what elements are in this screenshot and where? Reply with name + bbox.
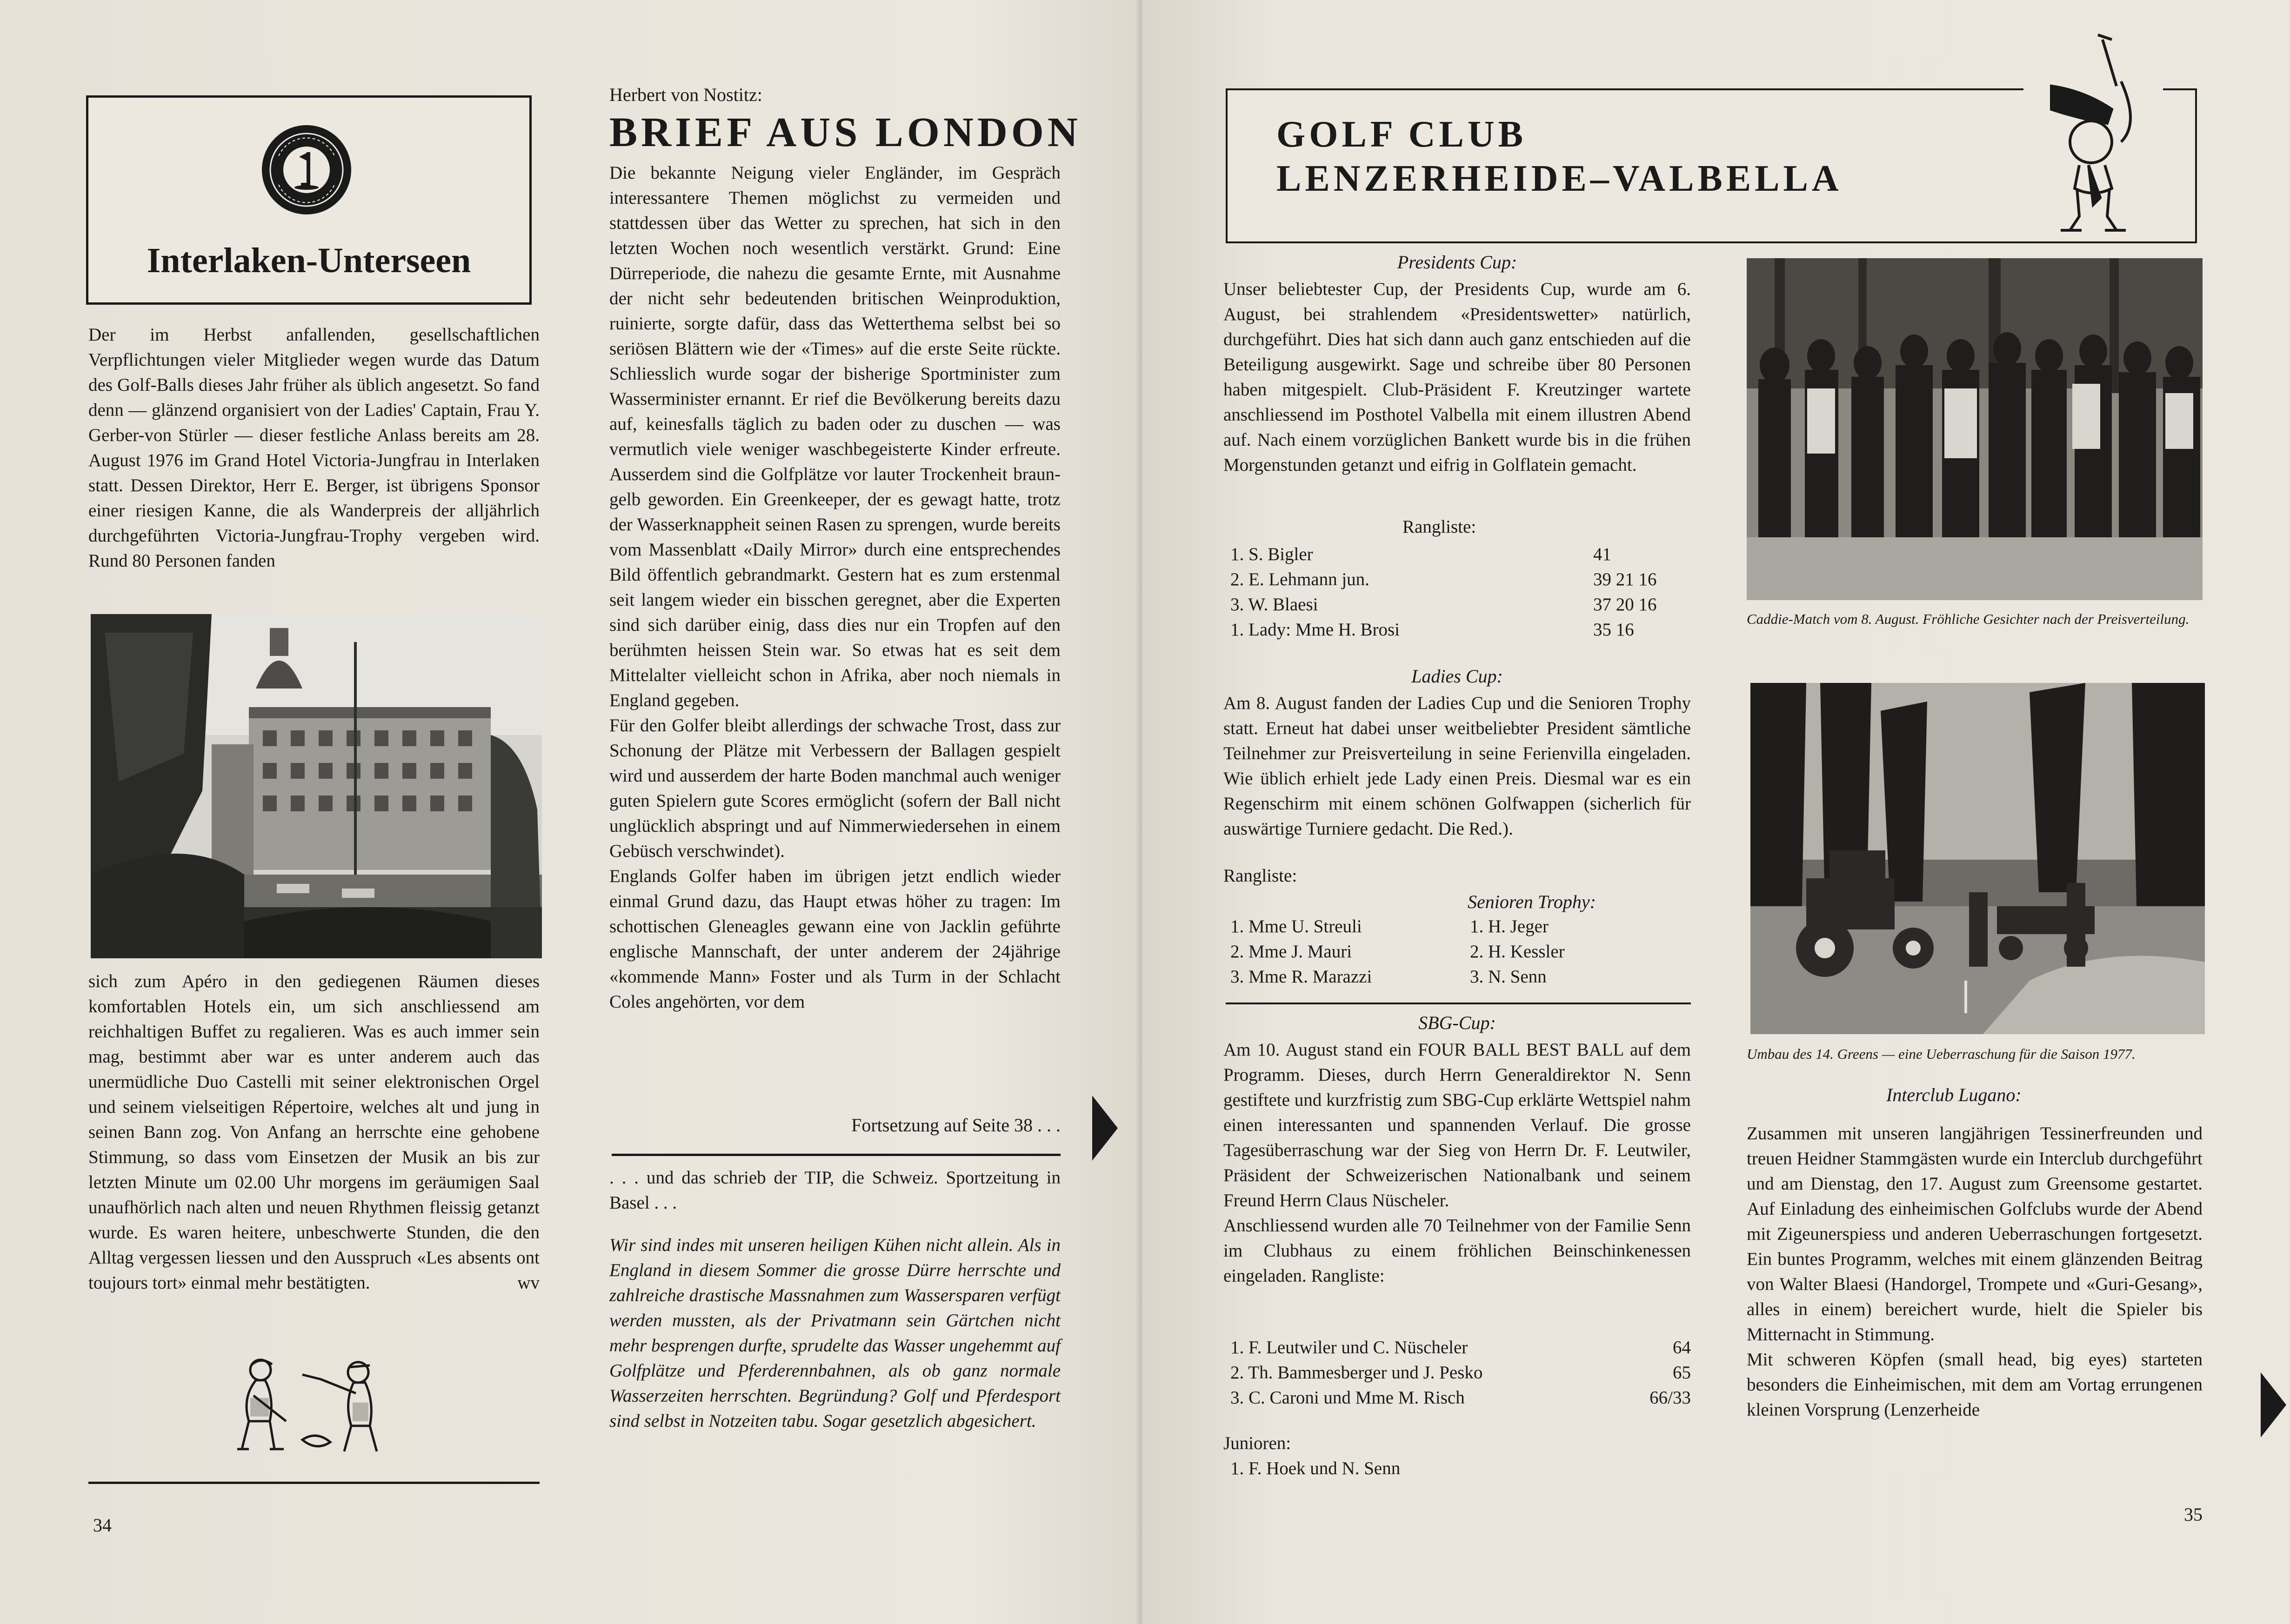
golfer-caricature — [2023, 30, 2163, 244]
green-construction-photo — [1750, 683, 2205, 1034]
ranking-score: 64 — [1673, 1337, 1691, 1357]
ladies-rank: 2. Mme J. Mauri — [1230, 942, 1352, 962]
interclub-heading: Interclub Lugano: — [1886, 1084, 2022, 1105]
ranking-row — [1230, 1385, 1691, 1410]
senioren-rank: 2. H. Kessler — [1470, 942, 1565, 962]
presidents-ranking-label: Rangliste: — [1402, 517, 1476, 537]
caddie-match-photo — [1747, 258, 2203, 600]
left-page — [0, 0, 1142, 1624]
hotel-victoria-photo — [91, 614, 542, 958]
interclub-paragraph-2: Mit schweren Köpfen (small head, big eyes) starteten besonders die Einheimischen, mit dem am Vortag errungenen kleinen Vorsprung (Lenzerheide — [1747, 1350, 2203, 1420]
ranking-name: 2. E. Lehmann jun. — [1230, 569, 1369, 589]
junioren-result: 1. F. Hoek und N. Senn — [1230, 1458, 1401, 1478]
ladies-cup-heading: Ladies Cup: — [1411, 666, 1503, 687]
caddie-match-caption: Caddie-Match vom 8. August. Fröhliche Gesichter nach der Preisverteilung. — [1747, 611, 2190, 627]
page-number-left: 34 — [93, 1515, 112, 1536]
ladies-ranking-list — [1230, 914, 1372, 989]
sbg-ranking-list — [1230, 1335, 1691, 1410]
ladies-ranking-label: Rangliste: — [1223, 866, 1297, 886]
ranking-row — [1230, 592, 1672, 617]
presidents-ranking-list — [1230, 542, 1672, 642]
sbg-cup-paragraph-1: Am 10. August stand ein FOUR BALL BEST BALL auf dem Programm. Dieses, durch Herrn Generaldirektor N. Senn gestiftete und kurzfristig zum SBG-Cup erklärte Wettspiel nahm einen interessanten und spannenden Verlauf. Die grosse Tagesüberraschung war der Sieg von Herrn Dr. F. Leutwiler, Präsident der Schweizerischen Nationalbank und seinem Freund Herrn Claus Nüscheler. — [1223, 1040, 1691, 1210]
sbg-cup-paragraph-2: Anschliessend wurden alle 70 Teilnehmer von der Familie Senn im Clubhaus zu einem fröhlichen Beinschinkenessen eingeladen. Rangliste: — [1223, 1216, 1691, 1286]
ranking-row — [1230, 1360, 1691, 1385]
ladies-rank: 1. Mme U. Streuli — [1230, 916, 1362, 936]
ranking-name: 3. C. Caroni und Mme M. Risch — [1230, 1388, 1465, 1408]
ladies-rank: 3. Mme R. Marazzi — [1230, 967, 1372, 987]
ranking-score: 65 — [1673, 1363, 1691, 1383]
interlaken-text-part2-body: sich zum Apéro in den gediegenen Räumen dieses komfortablen Hotels ein, um sich anschliessend am reichhaltigen Buffet zu regalieren. Was es auch immer sein mag, bestimmt aber war es unter anderem auch das unermüdliche Duo Castelli mit seiner elektronischen Orgel und seinem vielseitigen Répertoire, welches alt und jung in seinen Bann zog. Von Anfang an herrschte eine gehobene Stimmung, so dass vom Einsetzen der Musik an bis zur letzten Minute um 02.00 Uhr morgens im geräumigen Saal unaufhörlich nach alten und neuen Rhythmen fleissig getanzt wurde. Es waren heitere, unbeschwerte Stunden, die den Alltag vergessen liessen und den Ausspruch «Les absents ont toujours tort» einmal mehr bestätigten. — [88, 971, 540, 1293]
continuation-note: Fortsetzung auf Seite 38 . . . — [851, 1115, 1061, 1136]
club-title: Interlaken-Unterseen — [147, 241, 471, 280]
senioren-heading: Senioren Trophy: — [1468, 891, 1596, 912]
tip-quote: Wir sind indes mit unseren heiligen Kühen nicht allein. Als in England in diesem Sommer die grosse Dürre herrschte und zahlreiche drastische Massnahmen zum Wassersparen verfügt werden mussten, als der Privatmann sein Gärtchen nicht mehr besprengen durfte, sprudelte das Wasser ungehemmt auf Golfplätze und Pferderennbahnen, als ob ganz normale Wasserzeiten herrschten. Begründung? Golf und Pferdesport sind selbst in Notzeiten tabu. Sogar gesetzlich abgesichert. — [609, 1235, 1061, 1431]
interclub-text — [1747, 1121, 2203, 1423]
continue-arrow-icon — [2261, 1372, 2286, 1437]
interclub-paragraph-1: Zusammen mit unseren langjährigen Tessinerfreunden und treuen Heidner Stammgästen wurde ein Interclub durchgeführt und am Dienstag, den 17. August zum Greensome gestartet. Auf Einladung des einheimischen Golfclubs wurde der Abend mit Zigeunerspiess und anderen Ueberraschungen fortgesetzt. Ein buntes Programm, welches mit einem glänzenden Beitrag von Walter Blaesi (Handorgel, Trompete und «Guri-Gesang», alles in einem) bereichert wurde, hielt die Spieler bis Mitternacht in Stimmung. — [1747, 1123, 2203, 1344]
interlaken-heading-box — [86, 95, 532, 305]
tip-intro: . . . und das schrieb der TIP, die Schweiz. Sportzeitung in Basel . . . — [609, 1168, 1061, 1213]
senioren-ranking-list — [1470, 914, 1565, 989]
presidents-cup-text: Unser beliebtester Cup, der Presidents Cup, wurde am 6. August, bei strahlendem «Presidentswetter» natürlich, durchgeführt. Dies hat sich dann auch ganz entschieden auf die Beteiligung ausgewirkt. Sage und schreibe über 80 Personen haben mitgespielt. Club-Präsident F. Kreutzinger wartete anschliessend im Posthotel Valbella mit einem illustren Abend auf. Nach einem vorzüglichen Bankett wurde bis in die frühen Morgenstunden getanzt und eifrig in Golflatein gemacht. — [1223, 279, 1691, 475]
ranking-score: 66/33 — [1649, 1388, 1691, 1408]
ranking-row — [1230, 617, 1672, 642]
sbg-cup-heading: SBG-Cup: — [1418, 1012, 1496, 1033]
article-paragraph-2: Für den Golfer bleibt allerdings der schwache Trost, dass zur Schonung der Plätze mit Verbessern der Ballagen gespielt wird und ausserdem der harte Boden manchmal auch weniger guten Spielern gute Scores ermöglicht (sofern der Ball nicht unglücklich abspringt und auf Nimmerwiedersehen in einem Gebüsch verschwindet). — [609, 715, 1061, 861]
green-construction-caption: Umbau des 14. Greens — eine Ueberraschung für die Saison 1977. — [1747, 1046, 2136, 1062]
ranking-row — [1230, 567, 1672, 592]
ranking-name: 1. S. Bigler — [1230, 544, 1313, 564]
article-paragraph-3: Englands Golfer haben im übrigen jetzt endlich wieder einmal Grund dazu, das Haupt etwas höher zu tragen: Im schottischen Gleneagles gewann eine von Jacklin geführte englische Mannschaft, der unter anderem der 24jährige «kommende Mann» Foster und als Turm in der Schlacht Coles angehörten, vor dem — [609, 866, 1061, 1012]
ranking-score: 35 16 — [1593, 620, 1634, 640]
golfer-cartoon — [205, 1351, 447, 1458]
ranking-row — [1230, 542, 1672, 567]
ranking-row — [1230, 1335, 1691, 1360]
column1-bottom-rule — [88, 1482, 540, 1484]
senioren-rank: 1. H. Jeger — [1470, 916, 1549, 936]
ladies-divider — [1226, 1002, 1691, 1004]
continue-arrow-icon — [1092, 1096, 1118, 1161]
author-signature: wv — [517, 1273, 540, 1293]
sbg-cup-text — [1223, 1037, 1691, 1289]
ranking-score: 41 — [1593, 544, 1611, 564]
ranking-name: 1. F. Leutwiler und C. Nüscheler — [1230, 1337, 1468, 1357]
interlaken-text-part1: Der im Herbst anfallenden, gesellschaftlichen Verpflichtungen vieler Mitglieder wegen wurde das Datum des Golf-Balls dieses Jahr früher als üblich angesetzt. So fand denn — glänzend organisiert von der Ladies' Captain, Frau Y. Gerber-von Stürler — dieser festliche Anlass bereits am 28. August 1976 im Grand Hotel Victoria-Jungfrau in Interlaken statt. Dessen Direktor, Herr E. Berger, ist übrigens Sponsor einer riesigen Kanne, die als Wanderpreis der alljährlich durchgeführten Victoria-Jungfrau-Trophy vergeben wird. Rund 80 Personen fanden — [88, 325, 540, 571]
article-author: Herbert von Nostitz: — [609, 84, 762, 105]
senioren-rank: 3. N. Senn — [1470, 967, 1547, 987]
page-number-right: 35 — [2184, 1504, 2203, 1525]
ladies-cup-text: Am 8. August fanden der Ladies Cup und die Senioren Trophy statt. Erneut hat dabei unser weitbeliebter President sämtliche Teilnehmer zur Preisverteilung in seine Ferienvilla eingeladen. Wie üblich erhielt jede Lady einen Preis. Diesmal war es ein Regenschirm mit einem schönen Golfwappen (sicherlich für auswärtige Turniere gedacht. Die Red.). — [1223, 693, 1691, 839]
article-paragraph-1: Die bekannte Neigung vieler Engländer, im Gespräch interessantere Themen möglichst zu vermeiden und stattdessen über das Wetter zu sprechen, hat sich in den letzten Wochen noch wesentlich verstärkt. Grund: Eine Dürreperiode, die nahezu die gesamte Ernte, mit Ausnahme der nicht sehr bedeutenden britischen Weinproduktion, ruinierte, sorgte dafür, dass das Wetterthema selbst bei so seriösen Blättern wie der «Times» auf die erste Seite rückte. Schliesslich wurde sogar der bisherige Sportminister zum Wasserminister ernannt. Er rief die Bevölkerung bereits dazu auf, keinesfalls täglich zu baden oder zu duschen — was vermutlich viele weniger waschbegeisterte Kinder erfreute. Ausserdem sind die Golfplätze vor lauter Trockenheit braun-gelb geworden. Ein Greenkeeper, der es gewagt hatte, trotz der Wasserknappheit seinen Rasen zu sprengen, wurde bereits vom Massenblatt «Daily Mirror» durch eine entsprechendes Bild öffentlich gebrandmarkt. Gestern hat es zum erstenmal seit langem wieder ein bisschen geregnet, aber die Experten sind sich darüber einig, dass dies nur ein Tropfen auf den berühmten heissen Stein war. So etwas hat es seit dem Mittelalter vielleicht schon in Afrika, aber noch niemals in England gegeben. — [609, 163, 1061, 710]
right-page — [1142, 0, 2290, 1624]
ranking-score: 37 20 16 — [1593, 595, 1657, 615]
article-body — [609, 160, 1061, 1015]
ranking-name: 1. Lady: Mme H. Brosi — [1230, 620, 1400, 640]
junioren-label: Junioren: — [1223, 1433, 1291, 1453]
interlaken-text-part2 — [88, 969, 540, 1296]
article-divider — [612, 1154, 1061, 1156]
ranking-score: 39 21 16 — [1593, 569, 1657, 589]
article-title: BRIEF AUS LONDON — [609, 109, 1082, 155]
club-title-line1: GOLF CLUB — [1276, 114, 1527, 155]
ranking-name: 3. W. Blaesi — [1230, 595, 1318, 615]
presidents-cup-heading: Presidents Cup: — [1397, 252, 1517, 273]
club-logo — [260, 123, 353, 216]
club-title-line2: LENZERHEIDE–VALBELLA — [1276, 158, 1843, 199]
ranking-name: 2. Th. Bammesberger und J. Pesko — [1230, 1363, 1483, 1383]
